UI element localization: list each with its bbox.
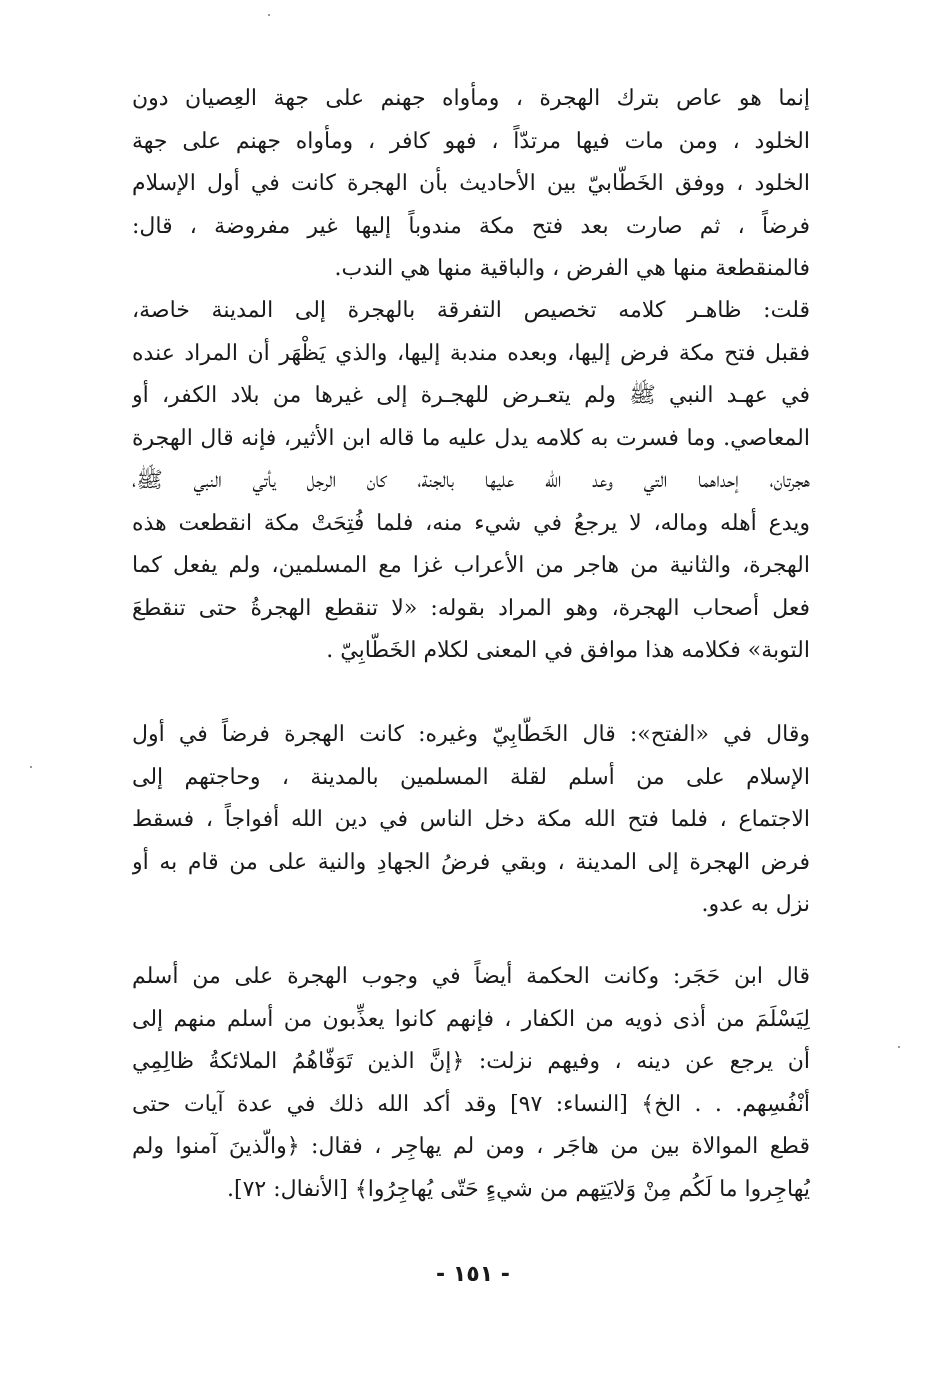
text-line: الاجتماع ، فلما فتح الله مكة دخل الناس في دين الله أفواجاً ، فسقط: [132, 807, 810, 832]
paragraph-1: [132, 78, 810, 291]
paragraph-2: [132, 290, 810, 673]
text-line: يُهاجِروا ما لَكُم مِنْ وَلايَتِهم من شيءٍ حَتّى يُهاجِرُوا﴾ [الأنفال: ٧٢].: [227, 1176, 810, 1202]
text-line: الخلود ، ووفق الخَطّابيّ بين الأحاديث بأن الهجرة كانت في أول الإسلام: [132, 171, 810, 196]
text-line: قطع الموالاة بين من هاجَر ، ومن لم يهاجِر ، فقال: ﴿والّذينَ آمنوا ولم: [132, 1134, 810, 1159]
text-line: قلت: ظاهـر كلامه تخصيص التفرقة بالهجرة إلى المدينة خاصة،: [132, 298, 810, 323]
text-line: قال ابن حَجَر: وكانت الحكمة أيضاً في وجوب الهجرة على من أسلم: [132, 964, 810, 989]
text-line: نزل به عدو.: [701, 892, 810, 917]
text-line: الخلود ، ومن مات فيها مرتدّاً ، فهو كافر ، ومأواه جهنم على جهة: [132, 128, 810, 154]
text-line: فرضاً ، ثم صارت بعد فتح مكة مندوباً إليها غير مفروضة ، قال:: [132, 213, 810, 239]
text-line: إنما هو عاص بترك الهجرة ، ومأواه جهنم على جهة العِصيان دون: [132, 86, 810, 111]
text-line: فالمنقطعة منها هي الفرض ، والباقية منها هي الندب.: [334, 256, 810, 281]
text-line: في عهـد النبي ﷺ ولم يتعـرض للهجـرة إلى غيرها من بلاد الكفر، أو: [132, 383, 810, 408]
text-line: التوبة» فكلامه هذا موافق في المعنى لكلام الخَطّابِيّ .: [326, 638, 810, 663]
scan-speck: [30, 766, 32, 768]
text-line: وقال في «الفتح»: قال الخَطّابِيّ وغيره: كانت الهجرة فرضاً في أول: [132, 722, 810, 747]
text-line: أنْفُسِهم. . . الخ﴾ [النساء: ٩٧] وقد أكد الله ذلك في عدة آيات حتى: [132, 1091, 810, 1117]
text-line: الهجرة، والثانية من هاجر من الأعراب غزا مع المسلمين، ولم يفعل كما: [132, 553, 810, 578]
text-line: فقبل فتح مكة فرض إليها، وبعده مندبة إليها، والذي يَظْهَر أن المراد عنده: [132, 340, 810, 366]
text-line: لِيَسْلَمَ من أذى ذويه من الكفار ، فإنهم كانوا يعذِّبون من أسلم منهم إلى: [132, 1006, 810, 1032]
paragraph-3: [132, 714, 810, 927]
text-line: فرض الهجرة إلى المدينة ، وبقي فرضُ الجهادِ والنية على من قام به أو: [132, 849, 810, 875]
page-number: - ١٥١ -: [436, 1262, 510, 1287]
text-line: الإسلام على من أسلم لقلة المسلمين بالمدينة ، وحاجتهم إلى: [132, 764, 810, 790]
paragraph-4: [132, 956, 810, 1211]
text-line: هجرتان، إحداهما التي وعد الله عليها بالجنة، كان الرجل يأتي النبي ﷺ،: [132, 468, 810, 493]
scan-speck: [898, 1046, 900, 1048]
text-line: المعاصي. وما فسرت به كلامه يدل عليه ما قاله ابن الأثير، فإنه قال الهجرة: [132, 425, 810, 451]
text-line: فعل أصحاب الهجرة، وهو المراد بقوله: «لا تنقطع الهجرةُ حتى تنقطعَ: [132, 595, 810, 621]
text-line: ويدع أهله وماله، لا يرجعُ في شيء منه، فلما فُتِحَتْ مكة انقطعت هذه: [132, 510, 810, 536]
scan-speck: [268, 14, 270, 16]
text-line: أن يرجع عن دينه ، وفيهم نزلت: ﴿إنَّ الذين تَوَفّاهُمُ الملائكةُ ظالِمِي: [132, 1049, 810, 1074]
